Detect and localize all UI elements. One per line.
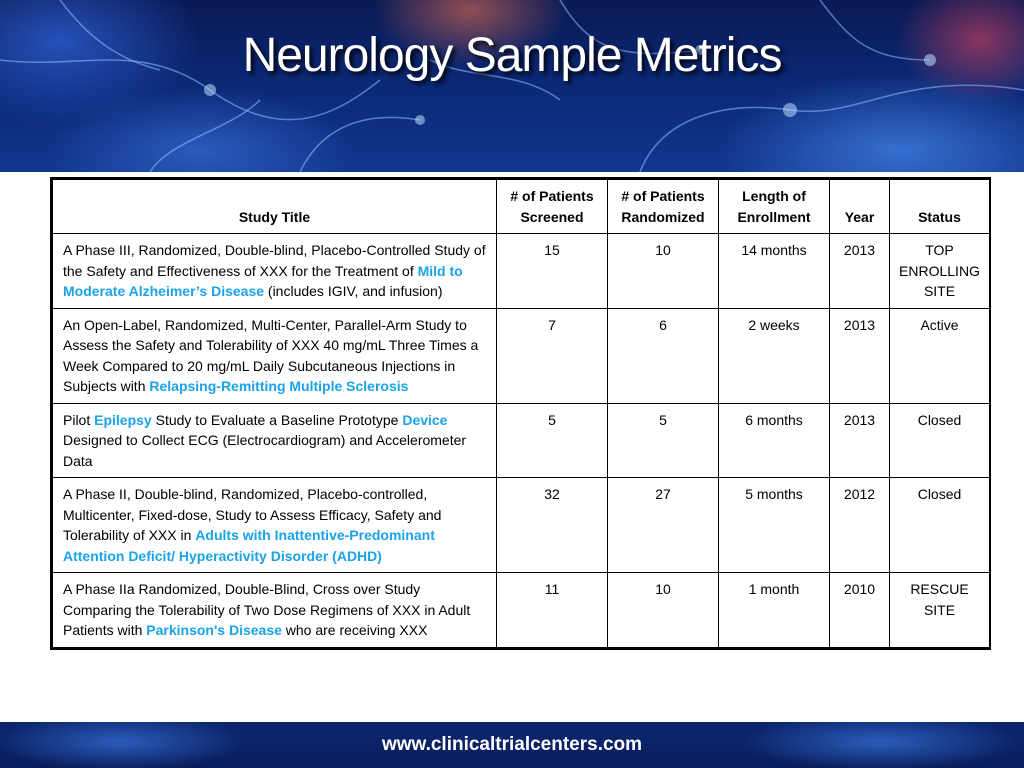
table-row [53, 403, 990, 478]
length-cell: 2 weeks [719, 308, 830, 403]
length-cell: 1 month [719, 573, 830, 648]
status-cell: TOP ENROLLING SITE [890, 234, 990, 309]
footer-banner [0, 722, 1024, 768]
header-randomized: # of Patients Randomized [608, 180, 719, 234]
status-cell: RESCUE SITE [890, 573, 990, 648]
table-row [53, 308, 990, 403]
header-year: Year [830, 180, 890, 234]
study-title-text: Study to Evaluate a Baseline Prototype [151, 411, 403, 428]
study-title-text: Pilot [63, 411, 95, 428]
length-cell: 14 months [719, 234, 830, 309]
screened-cell: 32 [497, 478, 608, 573]
randomized-cell: 5 [608, 403, 719, 478]
footer-website-link[interactable]: www.clinicaltrialcenters.com [381, 734, 643, 755]
study-title-text: An Open-Label, Randomized, Multi-Center, Parallel-Arm Study to Assess the Safety and Tolerability of XXX 40 mg/mL Three Times a Week Compared to 20 mg/mL Daily Subcutaneous Injections in Subjects with [63, 316, 479, 394]
randomized-cell: 10 [608, 573, 719, 648]
header-screened: # of Patients Screened [497, 180, 608, 234]
page-title: Neurology Sample Metrics [242, 29, 782, 82]
length-cell: 5 months [719, 478, 830, 573]
year-cell: 2012 [830, 478, 890, 573]
length-cell: 6 months [719, 403, 830, 478]
condition-highlight: Device [402, 411, 448, 428]
table-row [53, 573, 990, 648]
condition-highlight: Adults with Inattentive-Predominant Attention Deficit/ Hyperactivity Disorder (ADHD) [63, 527, 435, 564]
randomized-cell: 6 [608, 308, 719, 403]
randomized-cell: 10 [608, 234, 719, 309]
table-header-row [53, 180, 990, 234]
study-title-text: Designed to Collect ECG (Electrocardiogram) and Accelerometer Data [63, 432, 467, 469]
study-title-cell [53, 308, 497, 403]
condition-highlight: Mild to Moderate Alzheimer’s Disease [63, 262, 463, 299]
table-row [53, 478, 990, 573]
study-title-text: who are receiving XXX [281, 622, 428, 638]
condition-highlight: Parkinson's Disease [146, 622, 282, 638]
screened-cell: 5 [497, 403, 608, 478]
year-cell: 2010 [830, 573, 890, 648]
header-banner [0, 0, 1024, 172]
metrics-table [52, 179, 990, 648]
header-length: Length of Enrollment [719, 180, 830, 234]
year-cell: 2013 [830, 403, 890, 478]
screened-cell: 11 [497, 573, 608, 648]
year-cell: 2013 [830, 234, 890, 309]
study-title-cell [53, 234, 497, 309]
neuron-background-graphic [0, 0, 1024, 172]
header-study-title: Study Title [53, 180, 497, 234]
header-status: Status [890, 180, 990, 234]
study-title-cell [53, 478, 497, 573]
status-cell: Closed [890, 478, 990, 573]
study-title-cell [53, 403, 497, 478]
metrics-table-container [50, 177, 991, 650]
status-cell: Closed [890, 403, 990, 478]
table-row [53, 234, 990, 309]
screened-cell: 7 [497, 308, 608, 403]
study-title-text: A Phase IIa Randomized, Double-Blind, Cross over Study Comparing the Tolerability of Two Dose Regimens of XXX in Adult Patients with [63, 581, 471, 638]
screened-cell: 15 [497, 234, 608, 309]
study-title-cell [53, 573, 497, 648]
randomized-cell: 27 [608, 478, 719, 573]
study-title-text: (includes IGIV, and infusion) [264, 283, 443, 299]
study-title-text: A Phase III, Randomized, Double-blind, Placebo-Controlled Study of the Safety and Effectiveness of XXX for the Treatment of [63, 242, 486, 279]
year-cell: 2013 [830, 308, 890, 403]
condition-highlight: Epilepsy [94, 411, 152, 428]
status-cell: Active [890, 308, 990, 403]
study-title-text: A Phase II, Double-blind, Randomized, Placebo-controlled, Multicenter, Fixed-dose, Study to Assess Efficacy, Safety and Tolerability of XXX in [63, 486, 442, 543]
table-body [53, 234, 990, 648]
condition-highlight: Relapsing-Remitting Multiple Sclerosis [149, 378, 409, 394]
